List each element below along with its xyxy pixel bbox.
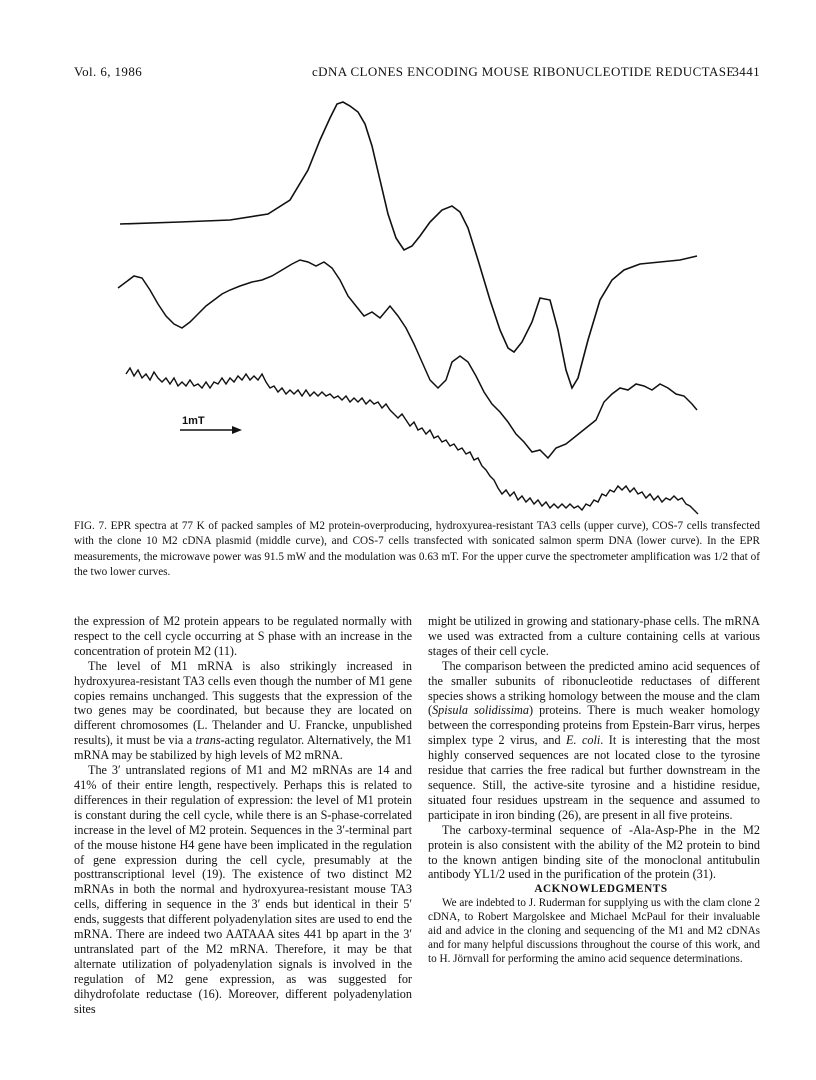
right-p2-italic-1: Spisula solidissima [432, 703, 529, 718]
left-column [74, 614, 412, 1016]
right-paragraph-2 [428, 659, 760, 823]
left-p2-italic: trans [195, 733, 221, 748]
right-paragraph-3: The carboxy-terminal sequence of -Ala-Asp-Phe in the M2 protein is also consistent with the ability of the M2 protein to bind to the known antigen binding site of the monoclonal antitubulin antibody YL1/2 used in the purification of the protein (31). [428, 822, 760, 882]
caption-text: EPR spectra at 77 K of packed samples of M2 protein-overproducing, hydroxyurea-resistant TA3 cells (upper curve), COS-7 cells transfected with the clone 10 M2 cDNA plasmid (middle curve), and COS-7 cells transfected with sonicated salmon sperm DNA (lower curve). In the EPR measurements, the microwave power was 91.5 mW and the modulation was 0.63 mT. For the upper curve the spectrometer amplification was 1/2 that of the two lower curves. [74, 520, 761, 579]
left-paragraph-1: the expression of M2 protein appears to be regulated normally with respect to the cell cycle occurring at S phase with an increase in the concentration of protein M2 (11). [74, 614, 412, 658]
left-paragraph-2 [74, 659, 412, 763]
left-paragraph-3: The 3′ untranslated regions of M1 and M2 mRNAs are 14 and 41% of their entire length, respectively. Perhaps this is related to differences in their regulation of expression: the level of M1 protein is constant during the cell cycle, while there is an S-phase-correlated increase in the level of M2 protein. Sequences in the 3′-terminal part of the mouse histone H4 gene have been implicated in the regulation of gene expression during the cell cycle, presumably at the posttranscriptional level (19). The existence of two distinct M2 mRNAs in both the normal and hydroxyurea-resistant mouse TA3 cells, differing in sequence in the 3′ ends but identical in their 5′ ends, suggests that different polyadenylation sites are used to end the mRNA. There are indeed two AATAAA sites 441 bp apart in the 3′ untranslated part of the M2 mRNA. Therefore, it may be that alternate utilization of polyadenylation signals is involved in the regulation of M2 gene expression, as was suggested for dihydrofolate reductase (16). Moreover, different polyadenylation sites [74, 763, 412, 1016]
left-p2-text-a: The level of M1 mRNA is also strikingly increased in hydroxyurea-resistant TA3 cells even though the number of M1 gene copies remains unchanged. This suggests that the expression of the two genes may be coordinated, but because they are located on different chromosomes (L. Thelander and U. Francke, unpublished results), it must be via a [74, 658, 412, 748]
page-number: 3441 [732, 64, 760, 79]
right-column [428, 614, 760, 967]
middle-curve [118, 260, 697, 458]
caption-label: FIG. 7. [74, 520, 107, 532]
figure-caption [74, 519, 760, 581]
running-title: cDNA CLONES ENCODING MOUSE RIBONUCLEOTIDE REDUCTASE [312, 64, 735, 79]
right-p2-text-c: . It is interesting that the most highly conserved sequences are not located close to the tyrosine residue that carries the free radical but further downstream in the sequence. Still, the active-site tyrosine and a histidine residue, situated four residues upstream in the sequence and assumed to participate in iron binding (26), are present in all five proteins. [428, 733, 760, 822]
acknowledgments-text: We are indebted to J. Ruderman for supplying us with the clam clone 2 cDNA, to Robert Margolskee and Michael McPaul for their invaluable aid and advice in the cloning and sequencing of the M1 and M2 cDNAs and for many helpful discussions throughout the course of this work, and to H. Jörnvall for performing the amino acid sequence determinations. [428, 897, 760, 965]
right-paragraph-1: might be utilized in growing and stationary-phase cells. The mRNA we used was extracted from a culture containing cells at various stages of their cell cycle. [428, 614, 760, 658]
volume-label: Vol. 6, 1986 [74, 64, 143, 79]
left-p2-text-b: -acting regulator. Alternatively, the M1 mRNA may be stabilized by high levels of M2 mRNA. [74, 733, 412, 763]
acknowledgments-heading: ACKNOWLEDGMENTS [534, 883, 668, 896]
upper-curve [120, 102, 697, 388]
right-p2-text-b: ) proteins. There is much weaker homology between the corresponding proteins from Epstein-Barr virus, herpes simplex type 2 virus, and [428, 703, 761, 748]
scale-bar-label: 1mT [182, 415, 205, 427]
right-p2-italic-2: E. coli [566, 733, 601, 748]
lower-curve [126, 368, 698, 514]
right-p2-text-a: The comparison between the predicted amino acid sequences of the smaller subunits of ribonucleotide reductases of different species shows a striking homology between the mouse and the clam ( [428, 658, 760, 718]
scale-bar-arrowhead [232, 426, 242, 434]
